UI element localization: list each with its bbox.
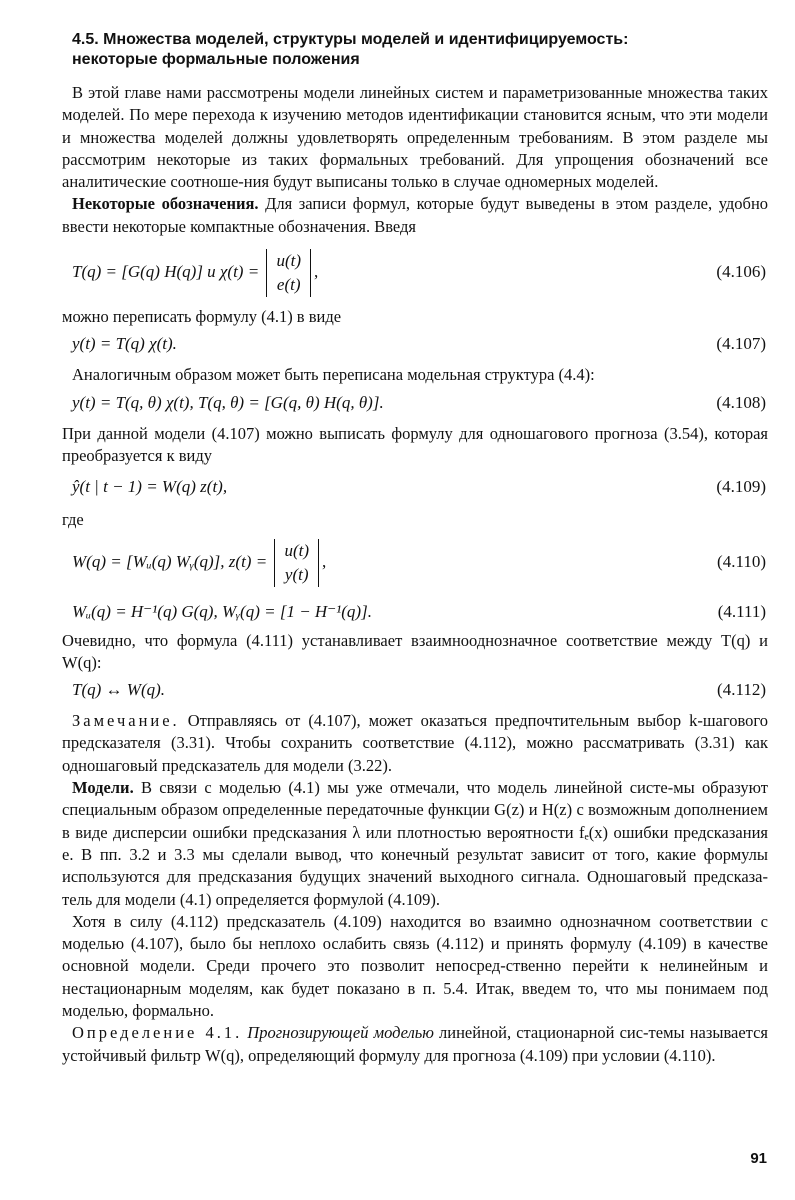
definition-text: линейной, стационарной сис-темы называется устойчивый фильтр W(q), определяющий формулу для прогноза (4.109) при условии (4.110). [62, 1023, 768, 1065]
eq106-bottom: e(t) [276, 275, 301, 295]
eq112-body: T(q) ↔ W(q). [72, 680, 166, 700]
section-title-line1: 4.5. Множества моделей, структуры моделей и идентифицируемость: [72, 31, 629, 48]
eq110-tail: , [321, 551, 327, 571]
definition-heading: Определение 4.1. [72, 1023, 243, 1043]
eq110-lhs: W(q) = [Wᵤ(q) Wᵧ(q)], z(t) = [72, 551, 268, 571]
models-text: В связи с моделью (4.1) мы уже отмечали, что модель линейной систе-мы образуют специальным образом определенные передаточные функции G(z) и H(z) с возможным дополнением в виде дисперсии ошибки предсказания λ или плотностью вероятности fₑ(x) ошибки предсказания e. В пп. 3.2 и 3.3 мы сделали вывод, что конечный результат зависит от того, какие формулы используются для предсказания будущих значений выходного сигнала. Одношаговый предсказа-тель для модели (4.1) определяется формулой (4.109). [62, 778, 769, 909]
eq107-body: y(t) = T(q) χ(t). [72, 334, 177, 354]
remark-text: Отправляясь от (4.107), может оказаться предпочтительным выбор k-шагового предсказателя (3.31). Чтобы сохранить соответствие (4.112), можно рассматривать (3.31) как одношаговый предсказатель для модели (3.22). [62, 711, 768, 775]
eq111-number: (4.111) [717, 601, 766, 621]
eq110-number: (4.110) [717, 551, 766, 571]
after111-text: Очевидно, что формула (4.111) устанавливает взаимнооднозначное соответствие между T(q) и W(q): [62, 630, 768, 672]
eq110-vector [274, 539, 319, 587]
eq106-vector [266, 249, 311, 297]
eq106-lhs: T(q) = [G(q) H(q)] и χ(t) = [72, 262, 260, 282]
eq106-tail: , [313, 262, 319, 282]
equation-4-108 [62, 391, 768, 415]
remark-paragraph [62, 710, 768, 777]
models-heading: Модели. [72, 778, 134, 798]
equation-4-112 [62, 678, 768, 702]
page-body [62, 30, 768, 1067]
eq107-number: (4.107) [716, 334, 766, 354]
eq111-body: Wᵤ(q) = H⁻¹(q) G(q), Wᵧ(q) = [1 − H⁻¹(q)]. [72, 601, 372, 621]
page-number: 91 [750, 1150, 767, 1167]
equation-4-109 [62, 475, 768, 499]
after107-text: Аналогичным образом может быть переписана модельная структура (4.4): [72, 365, 595, 385]
definition-term: Прогнозирующей моделью [247, 1023, 434, 1043]
equation-4-111 [62, 600, 768, 624]
notation-text: Для записи формул, которые будут выведены в этом разделе, удобно ввести некоторые компактные обозначения. Введя [62, 194, 769, 236]
after108-text: При данной модели (4.107) можно выписать формулу для одношагового прогноза (3.54), которая преобразуется к виду [62, 423, 768, 465]
definition-paragraph [62, 1022, 768, 1067]
section-title [72, 30, 768, 70]
notation-heading: Некоторые обозначения. [72, 194, 259, 214]
equation-4-107 [62, 332, 768, 356]
eq110-top: u(t) [284, 540, 309, 560]
notation-paragraph [62, 193, 768, 238]
equation-4-110 [62, 532, 768, 592]
equation-4-106 [62, 242, 768, 302]
eq108-number: (4.108) [716, 392, 766, 412]
eq109-number: (4.109) [716, 477, 766, 497]
section-title-line2: некоторые формальные положения [72, 51, 360, 68]
continuation-paragraph: Хотя в силу (4.112) предсказатель (4.109) находится во взаимно однозначном соответствии с моделью (4.107), было бы неплохо ослабить связь (4.112) и принять формулу (4.109) в качестве основной модели. Среди прочего это позволит непосред-ственно перейти к нелинейным и нестационарным моделям, как будет показано в п. 5.4. Итак, введем то, что мы понимаем под моделью, формально. [62, 911, 768, 1021]
where-text: где [62, 510, 84, 530]
eq109-body: ŷ(t | t − 1) = W(q) z(t), [72, 477, 228, 497]
models-paragraph [62, 777, 768, 911]
eq108-body: y(t) = T(q, θ) χ(t), T(q, θ) = [G(q, θ) H(q, θ)]. [72, 392, 384, 412]
intro-paragraph: В этой главе нами рассмотрены модели линейных систем и параметризованные множества таких моделей. По мере перехода к изучению методов идентификации становится ясным, что эти модели и множества моделей должны удовлетворять определенным требованиям. В этом разделе мы рассмотрим некоторые из таких формальных требований. Для упрощения обозначений все аналитические соотноше-ния будут выписаны только в случае одномерных моделей. [62, 83, 768, 192]
eq106-top: u(t) [276, 251, 301, 271]
eq110-bottom: y(t) [284, 564, 309, 584]
eq106-number: (4.106) [716, 262, 766, 282]
after106-text: можно переписать формулу (4.1) в виде [62, 307, 342, 327]
eq112-number: (4.112) [717, 680, 766, 700]
remark-heading: Замечание. [72, 711, 180, 731]
